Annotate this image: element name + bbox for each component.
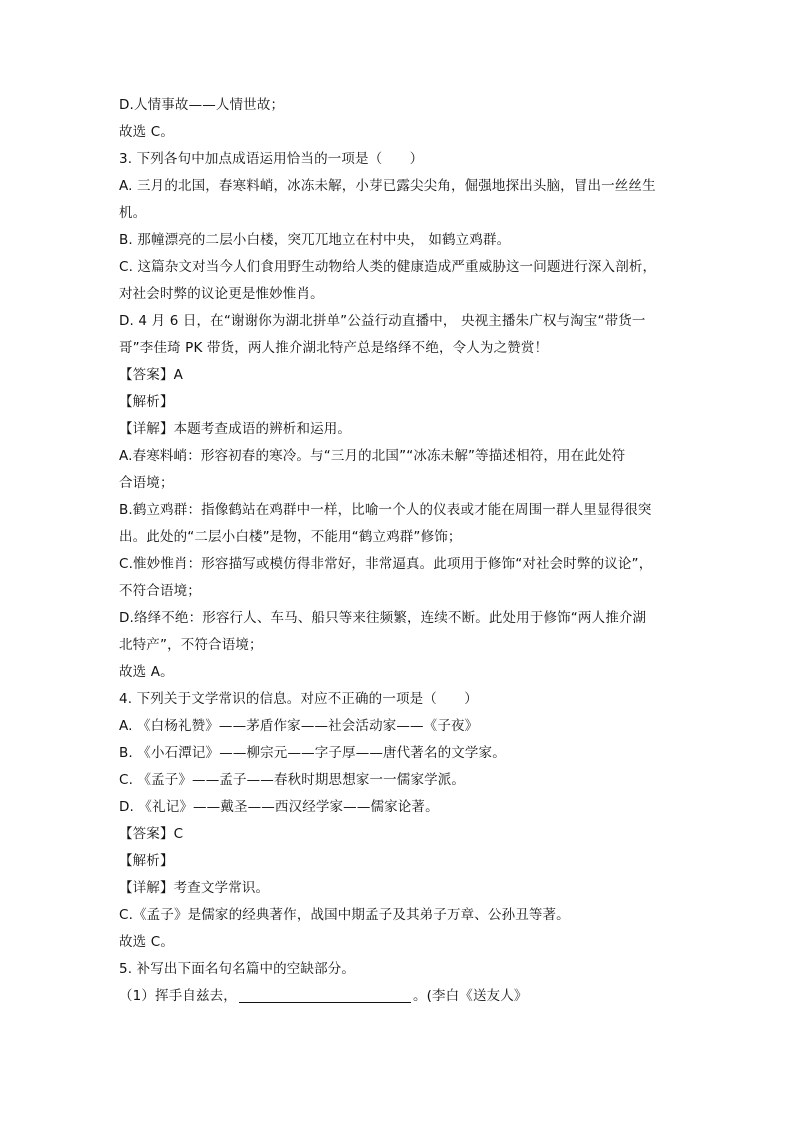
text-line: A.春寒料峭：形容初春的寒冷。与“三月的北国”“冰冻未解”等描述相符，用在此处符 xyxy=(119,448,626,464)
analysis-label: 【解析】 xyxy=(119,394,174,410)
text-line: D.络绎不绝：形容行人、车马、船只等来往频繁，连续不断。此处用于修饰“两人推介湖 xyxy=(119,610,647,626)
text-line: 故选 A。 xyxy=(119,664,174,680)
text-line: 出。此处的“二层小白楼”是物，不能用“鹤立鸡群”修饰； xyxy=(119,529,462,545)
text-line: 故选 C。 xyxy=(119,934,174,950)
option-d: D. 4 月 6 日，在“谢谢你为湖北拼单”公益行动直播中， 央视主播朱广权与淘宝“带货一 xyxy=(119,313,646,329)
detail-label: 【详解】考查文学常识。 xyxy=(119,880,270,896)
question-4: 4. 下列关于文学常识的信息。对应不正确的一项是（ ） xyxy=(119,691,478,707)
option-a: A. 《白杨礼赞》——茅盾作家——社会活动家——《子夜》 xyxy=(119,718,479,734)
answer-label: 【答案】A xyxy=(119,367,183,383)
text-line: 哥”李佳琦 PK 带货，两人推介湖北特产总是络绎不绝，令人为之赞赏！ xyxy=(119,340,549,356)
question-5: 5. 补写出下面名句名篇中的空缺部分。 xyxy=(119,961,356,977)
option-c: C. 这篇杂文对当今人们食用野生动物给人类的健康造成严重威胁这一问题进行深入剖析， xyxy=(119,259,657,275)
text-line: B.鹤立鸡群：指像鹤站在鸡群中一样，比喻一个人的仪表或才能在周围一群人里显得很突 xyxy=(119,502,652,518)
text-line: 合语境； xyxy=(119,475,174,491)
text-line: C.《孟子》是儒家的经典著作，战国中期孟子及其弟子万章、公孙丑等著。 xyxy=(119,907,570,923)
analysis-label: 【解析】 xyxy=(119,853,174,869)
text-line: 不符合语境； xyxy=(119,583,201,599)
fill-prefix: （1）挥手自兹去， xyxy=(119,988,237,1004)
text-line: D.人情事故——人情世故； xyxy=(119,97,285,113)
text-line: 北特产”，不符合语境； xyxy=(119,637,263,653)
question-3: 3. 下列各句中加点成语运用恰当的一项是（ ） xyxy=(119,151,424,167)
option-b: B. 《小石潭记》——柳宗元——字子厚——唐代著名的文学家。 xyxy=(119,745,506,761)
text-line: C.惟妙惟肖：形容描写或模仿得非常好，非常逼真。此项用于修饰“对社会时弊的议论”， xyxy=(119,556,653,572)
detail-label: 【详解】本题考查成语的辨析和运用。 xyxy=(119,421,352,437)
answer-blank[interactable] xyxy=(239,986,411,1003)
text-line: 对社会时弊的议论更是惟妙惟肖。 xyxy=(119,286,324,302)
text-line: 机。 xyxy=(119,205,147,221)
fill-in-line xyxy=(119,983,694,1010)
option-a: A. 三月的北国，春寒料峭，冰冻未解，小芽已露尖尖角，倔强地探出头脑，冒出一丝丝生 xyxy=(119,178,656,194)
fill-suffix: 。(李白《送友人》 xyxy=(412,988,528,1004)
option-c: C. 《孟子》——孟子——春秋时期思想家一一儒家学派。 xyxy=(119,772,466,788)
answer-label: 【答案】C xyxy=(119,826,184,842)
text-line: 故选 C。 xyxy=(119,124,174,140)
option-d: D. 《礼记》——戴圣——西汉经学家——儒家论著。 xyxy=(119,799,439,815)
option-b: B. 那幢漂亮的二层小白楼，突兀兀地立在村中央， 如鹤立鸡群。 xyxy=(119,232,511,248)
